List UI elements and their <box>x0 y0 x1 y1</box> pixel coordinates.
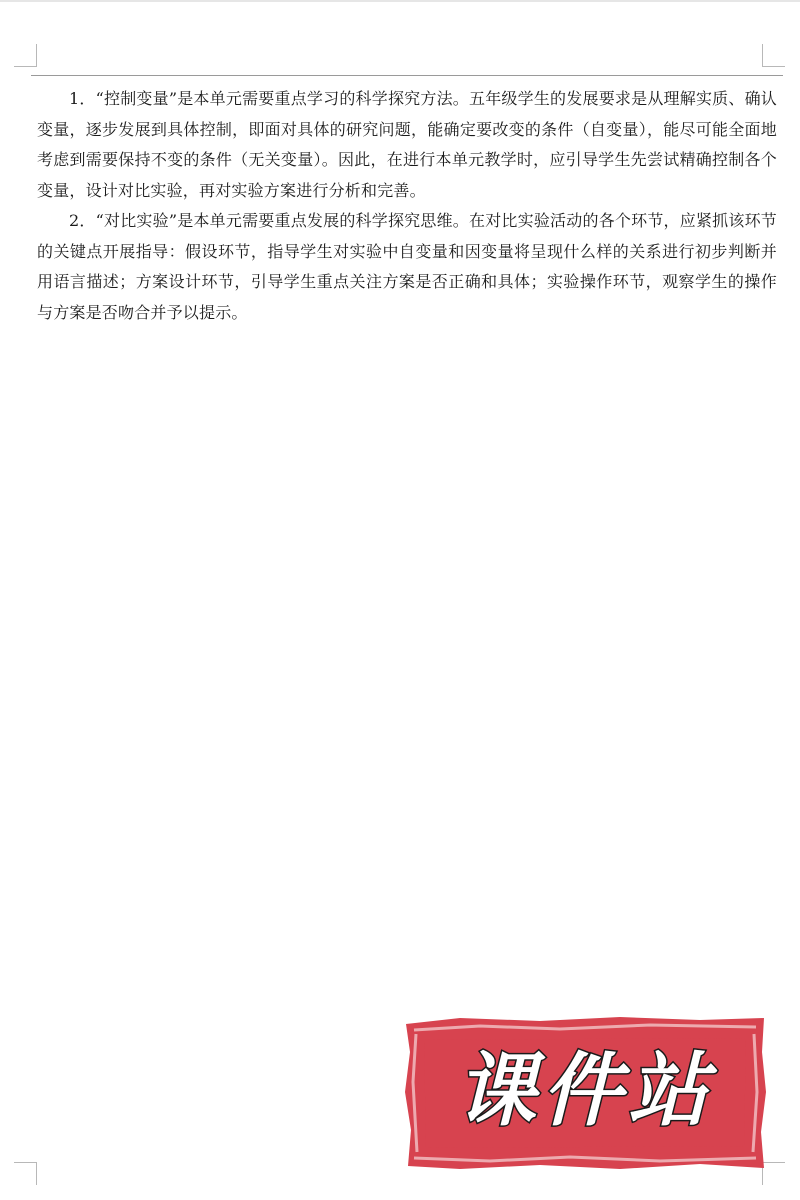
document-body <box>37 84 777 328</box>
kejianzhan-watermark-logo <box>400 1012 770 1174</box>
crop-mark-top-left <box>14 44 37 67</box>
crop-mark-top-right <box>762 44 785 67</box>
watermark-stamp-graphic <box>400 1012 770 1174</box>
crop-mark-bottom-left <box>14 1162 37 1185</box>
paragraph-2: 2．“对比实验”是本单元需要重点发展的科学探究思维。在对比实验活动的各个环节，应紧抓该环节的关键点开展指导：假设环节，指导学生对实验中自变量和因变量将呈现什么样的关系进行初步判断并用语言描述；方案设计环节，引导学生重点关注方案是否正确和具体；实验操作环节，观察学生的操作与方案是否吻合并予以提示。 <box>37 211 777 322</box>
paragraph-1: 1．“控制变量”是本单元需要重点学习的科学探究方法。五年级学生的发展要求是从理解实质、确认变量，逐步发展到具体控制，即面对具体的研究问题，能确定要改变的条件（自变量），能尽可能全面地考虑到需要保持不变的条件（无关变量）。因此，在进行本单元教学时，应引导学生先尝试精确控制各个变量，设计对比实验，再对实验方案进行分析和完善。 <box>37 89 777 200</box>
header-rule <box>31 75 783 76</box>
page-top-edge <box>0 0 800 2</box>
watermark-text: 课件站 <box>456 1044 714 1137</box>
